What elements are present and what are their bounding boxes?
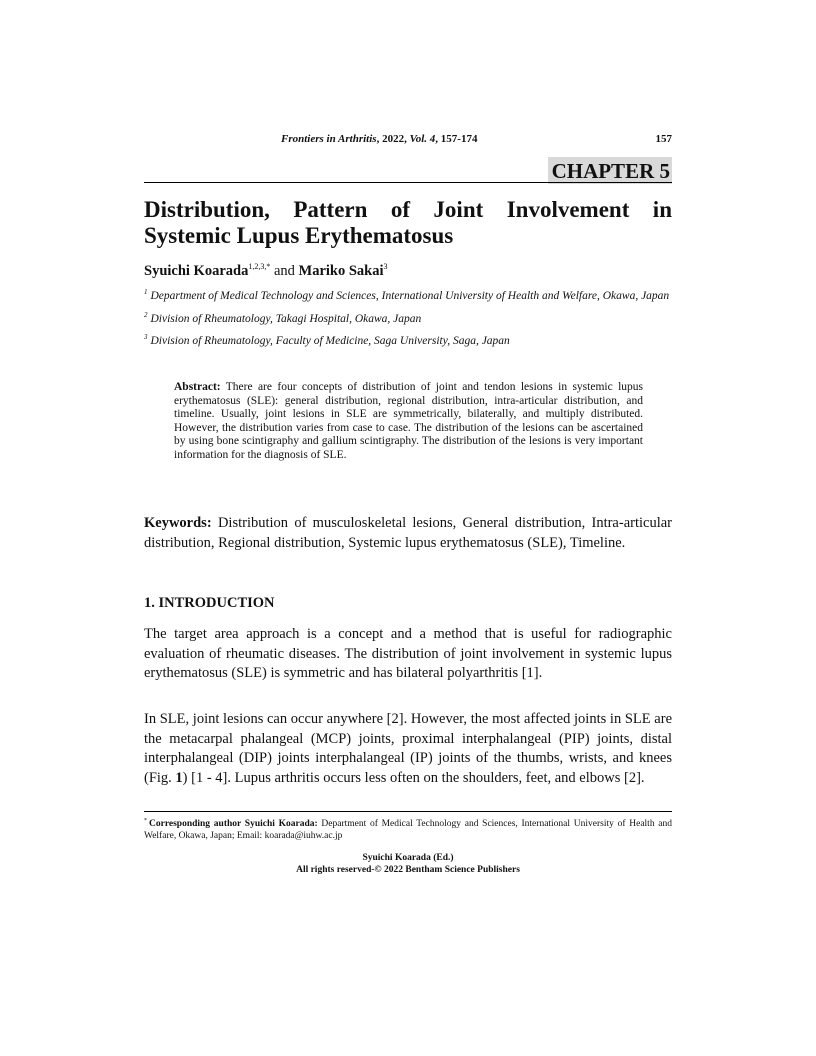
affiliation-2: [144, 308, 672, 327]
journal-volume: Vol. 4: [409, 133, 436, 145]
author-name: Mariko Sakai: [298, 263, 384, 279]
rights-line: All rights reserved-© 2022 Bentham Science Publishers: [296, 865, 520, 875]
footnote-divider: [144, 811, 672, 812]
affiliation-1: [144, 285, 672, 304]
affiliation-number: 3: [144, 333, 148, 341]
keywords: [144, 513, 672, 553]
journal-citation: [281, 133, 477, 145]
affiliation-3: [144, 330, 672, 349]
footnote-label: Corresponding author Syuichi Koarada:: [149, 819, 318, 829]
affiliation-number: 1: [144, 288, 148, 296]
affiliation-text: Department of Medical Technology and Sciences, International University of Health and Welfare, Okawa, Japan: [150, 290, 670, 302]
affiliation-number: 2: [144, 310, 148, 319]
editor-line: Syuichi Koarada (Ed.): [362, 853, 454, 863]
affiliation-text: Division of Rheumatology, Takagi Hospital, Okawa, Japan: [150, 312, 422, 325]
paragraph-text: In SLE, joint lesions can occur anywhere [2]. However, the most affected joints in SLE are the metacarpal phalangeal (MCP) joints, proximal interphalangeal (PIP) joints, distal interphalangeal (DIP) joints interphalangeal (IP) joints of the thumbs, wrists, and knees (Fig.: [144, 711, 672, 786]
journal-name: Frontiers in Arthritis: [281, 133, 377, 145]
section-heading: 1. INTRODUCTION: [144, 595, 275, 611]
journal-year: , 2022,: [376, 133, 410, 145]
corresponding-author-footnote: [144, 815, 672, 842]
keywords-label: Keywords:: [144, 515, 212, 531]
author-name: Syuichi Koarada: [144, 263, 249, 279]
footnote-marker: *: [144, 818, 147, 824]
body-paragraph: The target area approach is a concept and a method that is useful for radiographic evaluation of rheumatic diseases. The distribution of joint involvement in systemic lupus erythematosus (SLE) is symmetric and has bilateral polyarthritis [1].: [144, 626, 672, 681]
chapter-divider: [144, 182, 672, 183]
journal-pages: , 157-174: [435, 133, 478, 145]
affiliation-text: Division of Rheumatology, Faculty of Medicine, Saga University, Saga, Japan: [150, 335, 510, 347]
author-list: [144, 262, 388, 280]
keywords-text: Distribution of musculoskeletal lesions, General distribution, Intra-articular distribution, Regional distribution, Systemic lupus erythematosus (SLE), Timeline.: [144, 515, 672, 551]
title-line-2: Systemic Lupus Erythematosus: [144, 223, 454, 248]
body-paragraph: [144, 710, 672, 788]
author-affiliation-marker: 3: [383, 262, 388, 271]
affiliations: [144, 285, 672, 353]
author-connector: and: [270, 263, 299, 279]
footnote-text: Department of Medical Technology and Sciences, International University of Health and Welfare, Okawa, Japan; Email: koarada@iuhw.ac.jp: [144, 819, 673, 841]
title-line-1: Distribution, Pattern of Joint Involvement in: [144, 197, 672, 222]
paragraph-text: ) [1 - 4]. Lupus arthritis occurs less often on the shoulders, feet, and elbows [2].: [182, 769, 645, 786]
abstract: [174, 381, 643, 463]
publisher-info: [144, 852, 672, 876]
abstract-text: There are four concepts of distribution of joint and tendon lesions in systemic lupus erythematosus (SLE): general distribution, regional distribution, intra-articular distribution, and timeline. Usually, joint lesions in SLE are symmetrically, bilaterally, and multiply distributed. However, the distribution varies from case to case. The distribution of the lesions can be ascertained by using bone scintigraphy and gallium scintigraphy. The distribution of the lesions is very important information for the diagnosis of SLE.: [174, 381, 643, 461]
page-number: 157: [655, 133, 672, 145]
author-affiliation-marker: 1,2,3,*: [248, 262, 271, 271]
figure-reference: 1: [175, 769, 183, 786]
paper-title: [144, 197, 672, 249]
abstract-label: Abstract:: [174, 381, 221, 393]
chapter-label: CHAPTER 5: [548, 157, 672, 184]
